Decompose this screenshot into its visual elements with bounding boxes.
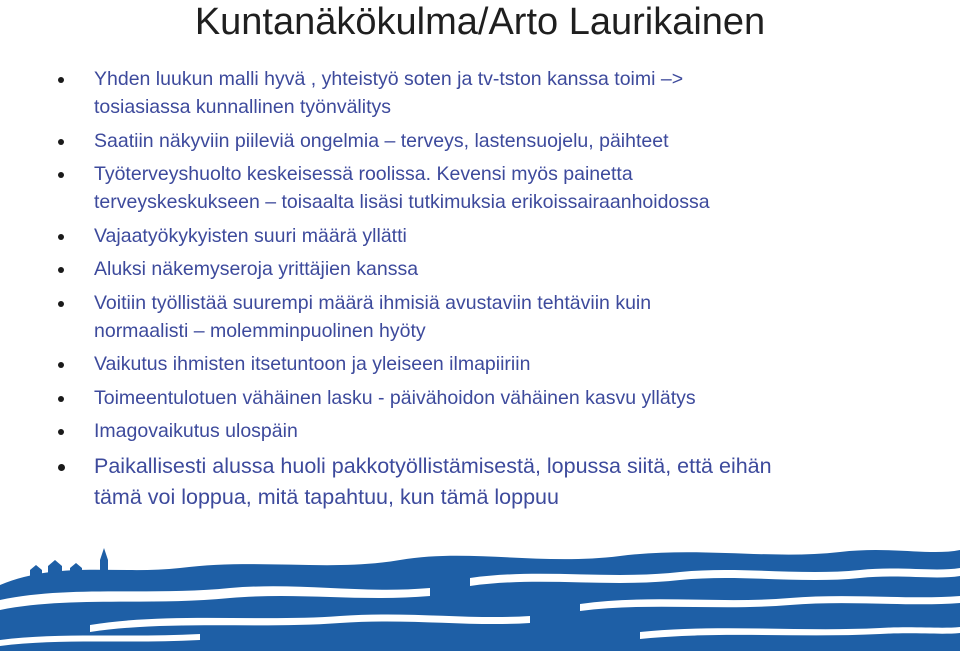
landscape-graphic bbox=[0, 548, 960, 651]
bullet-text-line: Saatiin näkyviin piileviä ongelmia – terveys, lastensuojelu, päihteet bbox=[94, 129, 669, 152]
bullet-text-line: Yhden luukun malli hyvä , yhteistyö soten ja tv-tston kanssa toimi –> bbox=[94, 68, 684, 90]
bullet-text-line: Voitiin työllistää suurempi määrä ihmisiä avustaviin tehtäviin kuin bbox=[94, 291, 652, 314]
bullet-text-line: Aluksi näkemyseroja yrittäjien kanssa bbox=[94, 258, 419, 280]
bullet-text-line: tämä voi loppua, mitä tapahtuu, kun tämä loppuu bbox=[94, 484, 559, 509]
bullet-text-line: Paikallisesti alussa huoli pakkotyöllistämisestä, lopussa siitä, että eihän bbox=[94, 453, 772, 478]
church-spire bbox=[100, 548, 108, 575]
bullet-text-line: terveyskeskukseen – toisaalta lisäsi tutkimuksia erikoissairaanhoidossa bbox=[94, 191, 710, 213]
bullet-text-line: tosiasiassa kunnallinen työnvälitys bbox=[94, 96, 391, 118]
page-title: Kuntanäkökulma/Arto Laurikainen bbox=[194, 1, 766, 43]
bullet-text-line: Vajaatyökykyisten suuri määrä yllätti bbox=[94, 224, 407, 247]
bullet-text-line: Toimeentulotuen vähäinen lasku - päivähoidon vähäinen kasvu yllätys bbox=[94, 386, 696, 409]
bullet-text-line: Imagovaikutus ulospäin bbox=[94, 420, 298, 442]
bullet-text-line: normaalisti – molemminpuolinen hyöty bbox=[94, 319, 426, 342]
bullet-text-line: Työterveyshuolto keskeisessä roolissa. Kevensi myös painetta bbox=[94, 163, 633, 185]
bullet-text-line: Vaikutus ihmisten itsetuntoon ja yleiseen ilmapiiriin bbox=[94, 353, 531, 375]
